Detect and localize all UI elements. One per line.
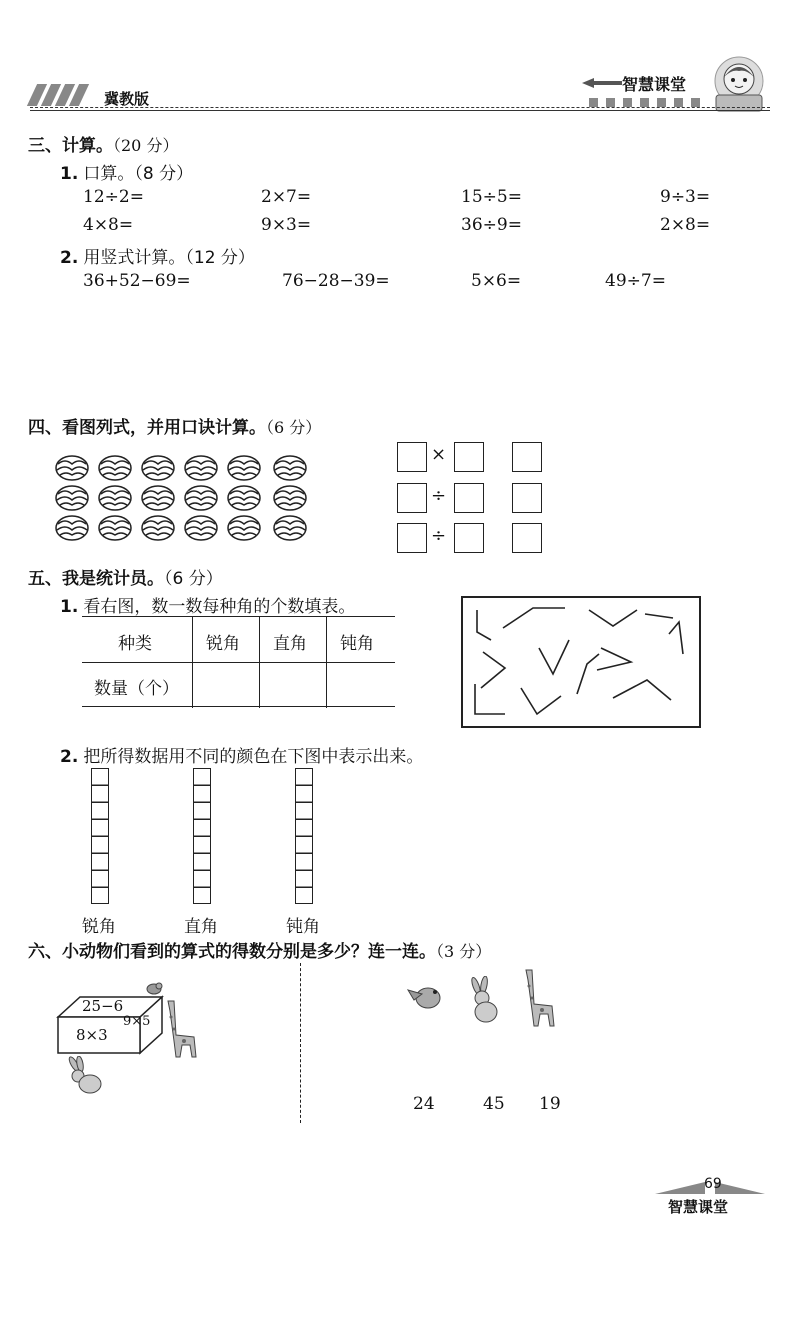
oral-calc-item: 15÷5= (461, 187, 522, 207)
obtuse-bar-grid[interactable] (295, 768, 313, 904)
divider-line (300, 963, 301, 1123)
section3-heading: 三、计算。（20 分） (28, 136, 179, 156)
section3-q1: 1. 口算。（8 分） (60, 164, 194, 184)
header-brand: 智慧课堂 (622, 75, 687, 94)
divide-sign: ÷ (431, 485, 447, 506)
answer-box[interactable] (454, 523, 484, 553)
times-sign: × (431, 444, 447, 465)
cuboid-side-expression: 9×5 (123, 1014, 151, 1029)
answer-box[interactable] (397, 483, 427, 513)
bird-icon (404, 980, 448, 1014)
oral-calc-item: 9÷3= (660, 187, 711, 207)
answer-box[interactable] (512, 442, 542, 472)
header-square (657, 98, 666, 107)
header-square (640, 98, 649, 107)
divide-sign: ÷ (431, 525, 447, 546)
answer-box[interactable] (512, 483, 542, 513)
header-square (691, 98, 700, 107)
watermelon-grid (52, 452, 314, 544)
vertical-calc-item: 5×6= (471, 271, 522, 291)
table-row-label: 数量（个） (94, 679, 179, 699)
giraffe-icon (518, 966, 560, 1028)
oral-calc-item: 4×8= (83, 215, 134, 235)
header-square (623, 98, 632, 107)
page-number: 69 (704, 1176, 722, 1192)
answer-number: 19 (539, 1094, 561, 1114)
vertical-calc-item: 49÷7= (605, 271, 666, 291)
oral-calc-item: 36÷9= (461, 215, 522, 235)
table-header: 种类 (118, 634, 152, 654)
answer-number: 45 (483, 1094, 505, 1114)
section5-heading: 五、我是统计员。（6 分） (28, 569, 223, 589)
bird-icon (144, 980, 164, 996)
header-divider (30, 110, 770, 111)
table-header: 钝角 (340, 634, 374, 654)
giraffe-icon (160, 997, 202, 1059)
answer-number: 24 (413, 1094, 435, 1114)
header-square (606, 98, 615, 107)
header (0, 0, 800, 115)
answer-box[interactable] (512, 523, 542, 553)
section4-heading: 四、看图列式，并用口诀计算。（6 分） (28, 418, 322, 438)
footer-brand: 智慧课堂 (668, 1198, 729, 1216)
acute-bar-grid[interactable] (91, 768, 109, 904)
bar-label: 直角 (184, 917, 218, 937)
header-square (589, 98, 598, 107)
right-count-cell[interactable] (260, 663, 326, 706)
oral-calc-item: 9×3= (261, 215, 312, 235)
section3-q2: 2. 用竖式计算。（12 分） (60, 248, 255, 268)
obtuse-count-cell[interactable] (327, 663, 395, 706)
answer-box[interactable] (397, 523, 427, 553)
bar-label: 锐角 (82, 917, 116, 937)
oral-calc-item: 2×8= (660, 215, 711, 235)
right-bar-grid[interactable] (193, 768, 211, 904)
vertical-calc-item: 36+52−69= (83, 271, 191, 291)
cuboid-front-expression: 8×3 (76, 1026, 108, 1044)
arrow-icon (582, 76, 622, 90)
angle-figure (461, 596, 701, 728)
answer-box[interactable] (397, 442, 427, 472)
header-square (674, 98, 683, 107)
bar-label: 钝角 (286, 917, 320, 937)
section5-q1: 1. 看右图，数一数每种角的个数填表。 (60, 597, 356, 617)
acute-count-cell[interactable] (193, 663, 259, 706)
rabbit-icon (66, 1056, 104, 1096)
section5-q2: 2. 把所得数据用不同的颜色在下图中表示出来。 (60, 747, 424, 767)
oral-calc-item: 12÷2= (83, 187, 144, 207)
rabbit-icon (466, 976, 504, 1024)
header-divider (30, 107, 770, 108)
table-header: 直角 (273, 634, 307, 654)
answer-box[interactable] (454, 442, 484, 472)
section6-heading: 六、小动物们看到的算式的得数分别是多少？连一连。（3 分） (28, 942, 492, 962)
angle-count-table (82, 616, 395, 708)
answer-box[interactable] (454, 483, 484, 513)
cuboid-top-expression: 25−6 (82, 997, 124, 1015)
edition-label: 冀教版 (104, 90, 150, 108)
oral-calc-item: 2×7= (261, 187, 312, 207)
girl-mascot-icon (706, 55, 768, 113)
vertical-calc-item: 76−28−39= (282, 271, 390, 291)
table-header: 锐角 (206, 634, 240, 654)
